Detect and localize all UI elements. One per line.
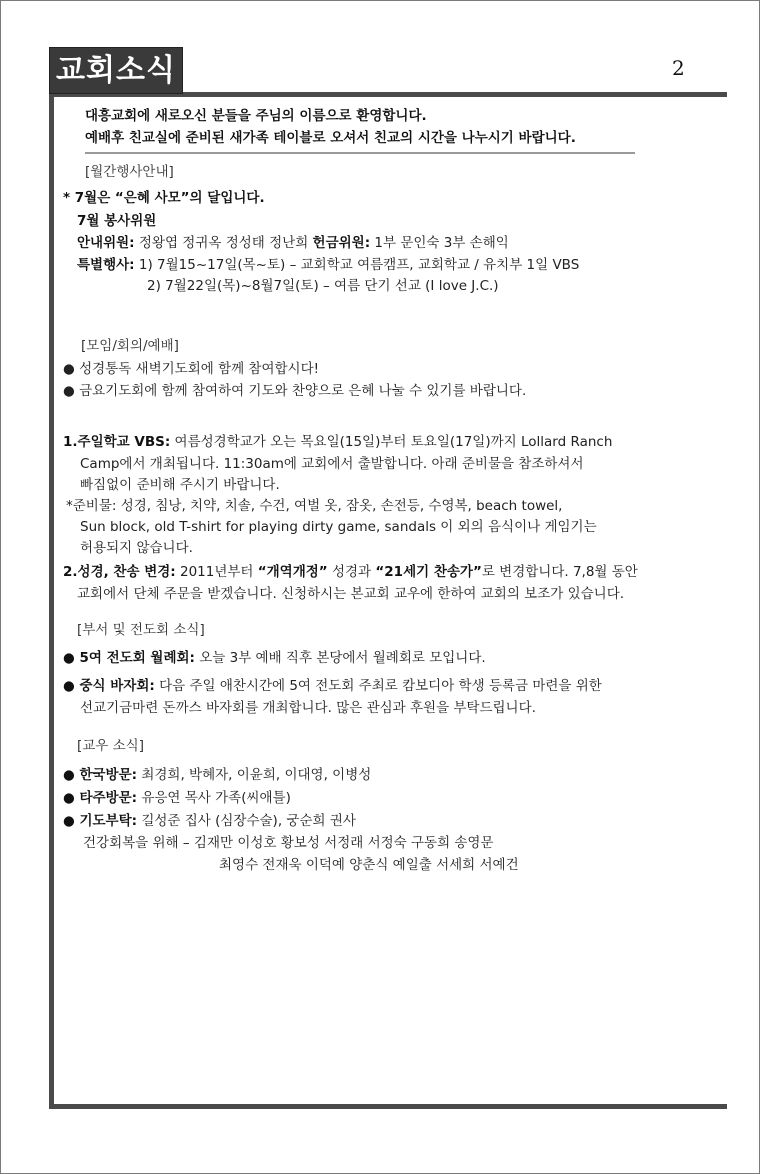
prep-line-2: Sun block, old T-shirt for playing dirty game, sandals 이 외의 음식이나 게임기는 bbox=[80, 519, 597, 535]
dept-item-2-label: ● 중식 바자회: bbox=[63, 678, 155, 694]
meeting-item-2: ● 금요기도회에 함께 참여하여 기도와 찬양으로 은혜 나눌 수 있기를 바랍니다. bbox=[63, 383, 527, 399]
page-edge-left bbox=[0, 0, 1, 1174]
dept-item-1-label: ● 5여 전도회 월례회: bbox=[63, 650, 195, 666]
page-number: 2 bbox=[672, 56, 685, 80]
vbs-text-1: 여름성경학교가 오는 목요일(15일)부터 토요일(17일)까지 Lollard Ranch bbox=[170, 434, 613, 450]
members-visit bbox=[63, 765, 371, 785]
special-event-1 bbox=[77, 255, 579, 275]
members-other-state bbox=[63, 788, 291, 808]
prep-line-3: 허용되지 않습니다. bbox=[80, 540, 193, 556]
other-state-names: 유응연 목사 가족(씨애틀) bbox=[137, 790, 291, 806]
departments-heading: [부서 및 전도회 소식] bbox=[77, 622, 205, 638]
vbs-label: 1.주일학교 VBS: bbox=[63, 434, 171, 450]
bible-text-b: 성경과 bbox=[327, 564, 376, 580]
bible-version: “개역개정” bbox=[257, 564, 328, 580]
meetings-heading: [모임/회의/예배] bbox=[81, 338, 179, 354]
ushers-names: 정왕엽 정귀옥 정성태 정난희 bbox=[134, 235, 313, 251]
vbs-line-1 bbox=[63, 432, 612, 452]
vbs-line-2: Camp에서 개최됩니다. 11:30am에 교회에서 출발합니다. 아래 준비물을 참조하셔서 bbox=[80, 456, 584, 472]
bible-label: 2.성경, 찬송 변경: bbox=[63, 564, 176, 580]
prayer-names: 길성준 집사 (심장수술), 궁순희 권사 bbox=[137, 813, 356, 829]
special-event-2: 2) 7월22일(목)~8월7일(토) – 여름 단기 선교 (I love J.C.) bbox=[147, 278, 499, 294]
health-line-1: 건강회복을 위해 – 김재만 이성호 황보성 서정래 서정숙 구동희 송영문 bbox=[83, 835, 494, 851]
special-event-1-text: 1) 7월15~17일(목~토) – 교회학교 여름캠프, 교회학교 / 유치부 1일 VBS bbox=[134, 257, 580, 273]
welcome-line-1: 대흥교회에 새로오신 분들을 주님의 이름으로 환영합니다. bbox=[85, 108, 427, 124]
visit-names: 최경희, 박혜자, 이윤희, 이대영, 이병성 bbox=[137, 767, 372, 783]
visit-label: ● 한국방문: bbox=[63, 767, 138, 783]
divider bbox=[85, 152, 635, 154]
meeting-item-1: ● 성경통독 새벽기도회에 함께 참여합시다! bbox=[63, 361, 320, 377]
other-state-label: ● 타주방문: bbox=[63, 790, 138, 806]
bible-text-a: 2011년부터 bbox=[175, 564, 258, 580]
hymnal-version: “21세기 찬송가” bbox=[375, 564, 482, 580]
ushers-line bbox=[77, 233, 509, 253]
monthly-heading: [월간행사안내] bbox=[85, 164, 174, 180]
special-label: 특별행사: bbox=[77, 257, 135, 273]
offering-names: 1부 문인숙 3부 손해익 bbox=[370, 235, 509, 251]
month-theme: * 7월은 “은혜 사모”의 달입니다. bbox=[63, 190, 265, 206]
dept-item-1 bbox=[63, 648, 486, 668]
prayer-label: ● 기도부탁: bbox=[63, 813, 138, 829]
dept-item-2 bbox=[63, 676, 602, 696]
bible-line-2: 교회에서 단체 주문을 받겠습니다. 신청하시는 본교회 교우에 한하여 교회의 보조가 있습니다. bbox=[77, 586, 625, 602]
dept-item-1-text: 오늘 3부 예배 직후 본당에서 월례회로 모입니다. bbox=[194, 650, 486, 666]
members-prayer bbox=[63, 811, 356, 831]
prep-line-1: *준비물: 성경, 침낭, 치약, 치솔, 수건, 여벌 옷, 잠옷, 손전등, 수영복, beach towel, bbox=[66, 498, 563, 514]
welcome-line-2: 예배후 친교실에 준비된 새가족 테이블로 오셔서 친교의 시간을 나누시기 바랍니다. bbox=[85, 130, 576, 146]
dept-item-2-text: 다음 주일 애찬시간에 5여 전도회 주최로 캄보디아 학생 등록금 마련을 위한 bbox=[154, 678, 602, 694]
bible-text-c: 로 변경합니다. 7,8월 동안 bbox=[481, 564, 638, 580]
section-title: 교회소식 bbox=[49, 47, 183, 94]
page-edge-top bbox=[0, 0, 760, 1]
bible-line-1 bbox=[63, 562, 638, 582]
members-heading: [교우 소식] bbox=[77, 738, 144, 754]
vbs-line-3: 빠짐없이 준비해 주시기 바랍니다. bbox=[80, 477, 280, 493]
ushers-label: 안내위원: bbox=[77, 235, 135, 251]
offering-label: 헌금위원: bbox=[312, 235, 371, 251]
dept-item-2-line-2: 선교기금마련 돈까스 바자회를 개최합니다. 많은 관심과 후원을 부탁드립니다. bbox=[80, 700, 536, 716]
health-line-2: 최영수 전재욱 이덕예 양춘식 예일출 서세희 서예건 bbox=[219, 857, 519, 873]
committee-title: 7월 봉사위원 bbox=[77, 213, 157, 229]
